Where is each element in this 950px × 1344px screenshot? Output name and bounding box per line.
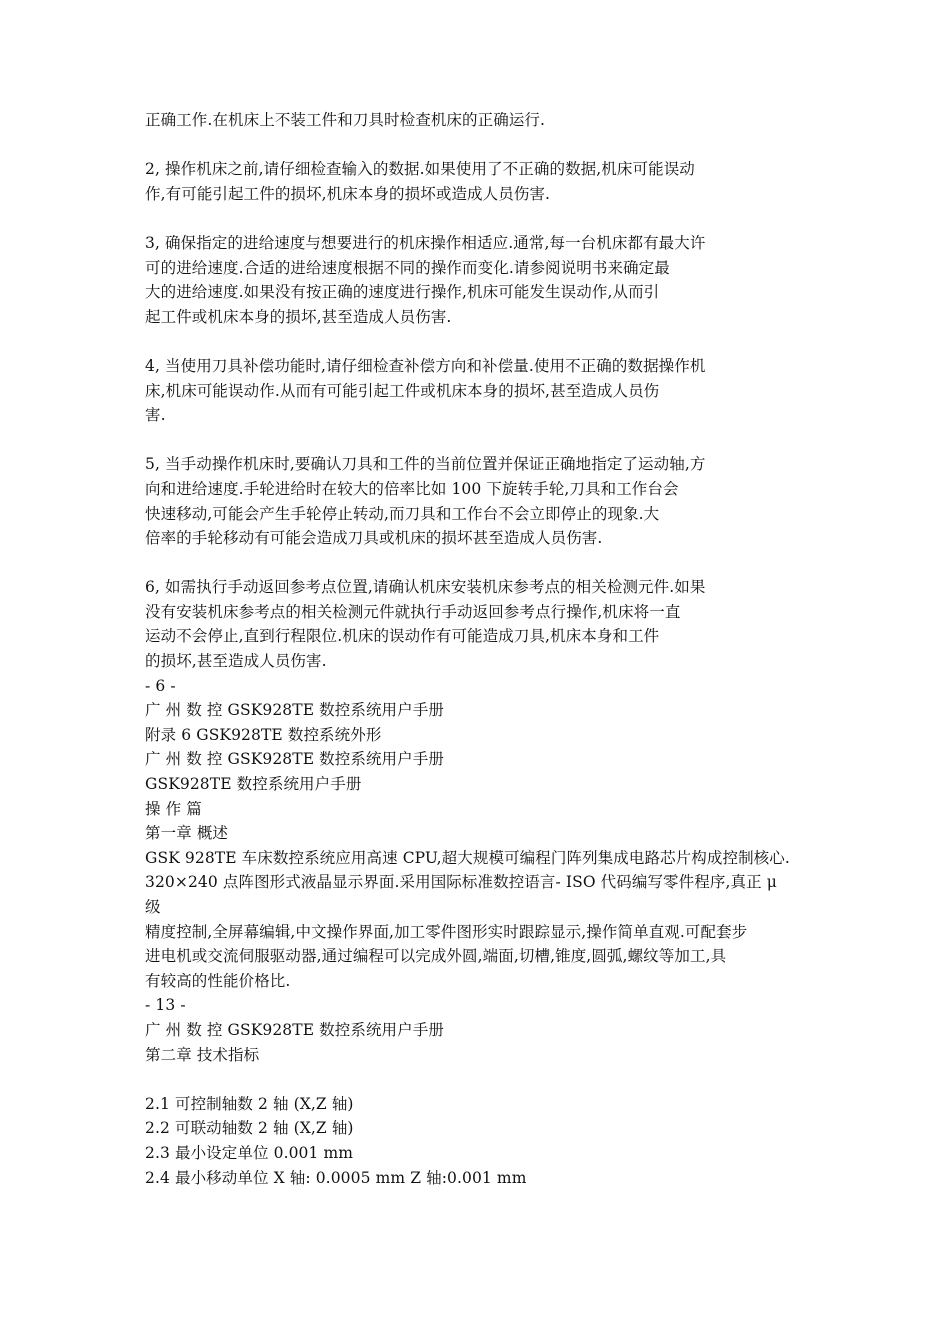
text-line: 害. <box>145 406 166 425</box>
text-line: 正确工作.在机床上不装工件和刀具时检查机床的正确运行. <box>145 111 546 129</box>
text-line: 快速移动,可能会产生手轮停止转动,而刀具和工作台不会立即停止的现象.大 <box>145 504 660 523</box>
text-line: 5, 当手动操作机床时,要确认刀具和工件的当前位置并保证正确地指定了运动轴,方 <box>145 455 706 474</box>
blank-line <box>145 329 825 354</box>
text-line: 2, 操作机床之前,请仔细检查输入的数据.如果使用了不正确的数据,机床可能误动 <box>145 160 695 179</box>
text-line: 附录 6 GSK928TE 数控系统外形 <box>145 725 382 744</box>
text-line: 的损坏,甚至造成人员伤害. <box>145 652 327 671</box>
text-line: 320×240 点阵图形式液晶显示界面.采用国际标准数控语言- ISO 代码编写零件程序,真正 μ <box>145 873 777 892</box>
text-line: 4, 当使用刀具补偿功能时,请仔细检查补偿方向和补偿量.使用不正确的数据操作机 <box>145 356 706 375</box>
text-line: 没有安装机床参考点的相关检测元件就执行手动返回参考点行操作,机床将一直 <box>145 602 681 621</box>
text-line: 运动不会停止,直到行程限位.机床的误动作有可能造成刀具,机床本身和工件 <box>145 627 660 646</box>
text-line: 进电机或交流伺服驱动器,通过编程可以完成外圆,端面,切槽,锥度,圆弧,螺纹等加工,具 <box>145 947 727 966</box>
text-line: 床,机床可能误动作.从而有可能引起工件或机床本身的损坏,甚至造成人员伤 <box>145 381 660 400</box>
blank-line <box>145 133 825 158</box>
blank-line <box>145 1067 825 1092</box>
text-line: 操 作 篇 <box>145 799 202 818</box>
text-line: 可的进给速度.合适的进给速度根据不同的操作而变化.请参阅说明书来确定最 <box>145 258 670 277</box>
text-line: 精度控制,全屏幕编辑,中文操作界面,加工零件图形实时跟踪显示,操作简单直观.可配套步 <box>145 922 748 941</box>
text-line: 广 州 数 控 GSK928TE 数控系统用户手册 <box>145 701 444 720</box>
text-line: 广 州 数 控 GSK928TE 数控系统用户手册 <box>145 750 444 769</box>
text-line: 级 <box>145 898 161 916</box>
text-line: GSK 928TE 车床数控系统应用高速 CPU,超大规模可编程门阵列集成电路芯片构成控制核心. <box>145 848 790 867</box>
blank-line <box>145 428 825 453</box>
text-line: 2.3 最小设定单位 0.001 mm <box>145 1143 354 1162</box>
text-line: 作,有可能引起工件的损坏,机床本身的损坏或造成人员伤害. <box>145 184 551 203</box>
text-line: 向和进给速度.手轮进给时在较大的倍率比如 100 下旋转手轮,刀具和工作台会 <box>145 479 679 498</box>
text-line: 2.1 可控制轴数 2 轴 (X,Z 轴) <box>145 1094 354 1113</box>
text-line: 广 州 数 控 GSK928TE 数控系统用户手册 <box>145 1020 444 1039</box>
blank-line <box>145 206 825 231</box>
text-line: - 13 - <box>145 996 186 1015</box>
text-line: 第二章 技术指标 <box>145 1045 260 1064</box>
text-line: 6, 如需执行手动返回参考点位置,请确认机床安装机床参考点的相关检测元件.如果 <box>145 578 706 597</box>
text-line: 有较高的性能价格比. <box>145 971 291 990</box>
text-line: - 6 - <box>145 676 176 695</box>
blank-line <box>145 551 825 576</box>
text-line: 2.2 可联动轴数 2 轴 (X,Z 轴) <box>145 1119 354 1138</box>
document-page <box>145 108 825 1190</box>
text-line: 起工件或机床本身的损坏,甚至造成人员伤害. <box>145 307 452 326</box>
text-line: 第一章 概述 <box>145 824 229 843</box>
text-line: 倍率的手轮移动有可能会造成刀具或机床的损坏甚至造成人员伤害. <box>145 529 603 548</box>
text-line: 3, 确保指定的进给速度与想要进行的机床操作相适应.通常,每一台机床都有最大许 <box>145 233 706 252</box>
text-line: 2.4 最小移动单位 X 轴: 0.0005 mm Z 轴:0.001 mm <box>145 1168 527 1187</box>
text-line: 大的进给速度.如果没有按正确的速度进行操作,机床可能发生误动作,从而引 <box>145 283 660 302</box>
text-line: GSK928TE 数控系统用户手册 <box>145 775 362 794</box>
